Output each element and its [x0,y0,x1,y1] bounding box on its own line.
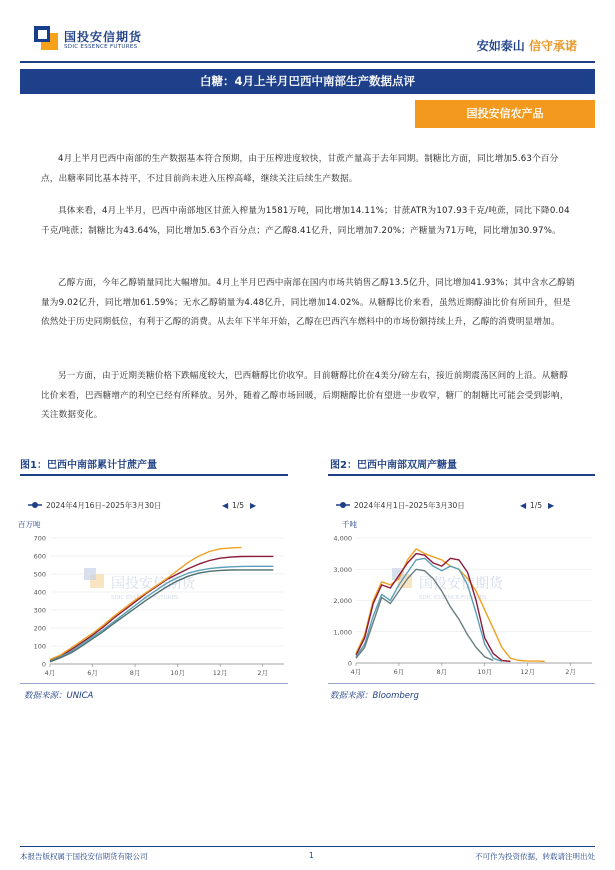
series-line-2 [50,547,242,659]
x-tick-label: 12月 [520,668,536,676]
pager-next-icon[interactable]: ▶ [250,501,257,510]
x-axis [351,663,592,676]
y-tick-label: 300 [33,606,46,615]
brand-name: 国投安信期货 [64,30,143,44]
y-tick-label: 3,000 [333,565,352,574]
series-lines [50,547,273,661]
y-tick-label: 2,000 [333,597,352,605]
y-tick-label: 0 [41,660,46,669]
x-tick-label: 4月 [350,668,362,676]
y-tick-label: 200 [33,624,46,633]
x-tick-label: 2月 [257,669,269,677]
series-line-2 [356,554,511,662]
paragraph-ethanol: 乙醇方面，今年乙醇销量同比大幅增加。4月上半月巴西中南部在国内市场共销售乙醇13.5亿升，同比增加41.93%；其中含水乙醇销量为9.02亿升，同比增加61.59%；无水乙醇销量为4.48亿升，同比增加14.02%。从糖醇比价来看，虽然近期醇油比价有所回升，但是依然处于历史同期低位，有利于乙醇的消费。从去年下半年开始，乙醇在巴西汽车燃料中的市场份额持续上升，乙醇的消费明显增加。 [41,278,575,328]
report-title: 白糖：4月上半月巴西中南部生产数据点评 [20,69,595,94]
x-tick-label: 6月 [393,668,405,676]
paragraph-summary: 4月上半月巴西中南部的生产数据基本符合预期，由于压榨进度较快，甘蔗产量高于去年同期。制糖比方面，同比增加5.63个百分点，出糖率同比基本持平，不过目前尚未进入压榨高峰，继续关注后续生产数据。 [41,154,559,184]
x-tick-label: 2月 [565,668,576,676]
chart-cumulative-cane [14,478,294,680]
header-divider [20,61,595,63]
y-tick-label: 0 [347,659,352,668]
footer-divider [20,846,595,847]
company-logo [34,26,58,50]
legend-label: 2024年4月16日–2025年3月30日 [46,501,162,510]
watermark-text-en: SDIC ESSENCE FUTURES [419,595,487,601]
y-tick-label: 600 [33,552,46,561]
slogan-part-2: 信守承诺 [528,39,577,53]
legend [336,500,555,510]
brand-name-en: SDIC ESSENCE FUTURES [64,44,138,50]
x-tick-label: 10月 [477,668,493,676]
footer-copyright: 本报告版权属于国投安信期货有限公司 [20,852,148,861]
figure-1-title: 图1：巴西中南部累计甘蔗产量 [20,460,157,471]
source-divider [328,683,595,684]
y-tick-label: 700 [33,534,46,543]
legend [28,500,257,510]
x-tick-label: 4月 [44,669,56,677]
watermark-text: 国投安信期货 [111,576,195,592]
slogan [477,37,577,54]
x-tick-label: 8月 [436,668,448,676]
figure-2-title: 图2：巴西中南部双周产糖量 [330,460,457,471]
y-tick-label: 500 [33,570,46,579]
y-tick-label: 1,000 [333,628,352,637]
x-tick-label: 12月 [212,669,228,677]
y-tick-label: 100 [33,642,46,651]
legend-marker [32,502,38,508]
y-unit-label: 千吨 [342,520,357,529]
chart-biweekly-sugar [322,478,602,680]
series-lines [356,549,545,662]
page-number: 1 [309,851,314,860]
pager-label: 1/5 [530,501,543,510]
paragraph-parity: 另一方面，由于近期美糖价格下跌幅度较大，巴西糖醇比价收窄。目前糖醇比价在4美分/磅左右，接近前期震荡区间的上沿。从糖醇比价来看，巴西糖增产的利空已经有所释放。另外，随着乙醇市场回暖，后期糖醇比价有望进一步收窄，糖厂的制糖比可能会受到影响，关注数据变化。 [41,371,569,421]
legend-label: 2024年4月1日–2025年3月30日 [354,501,465,510]
figure-1-rule [20,474,288,476]
y-axis [333,535,352,668]
x-tick-label: 6月 [87,669,98,677]
figure-1-source: 数据来源：UNICA [24,691,94,701]
figure-2-rule [328,474,595,476]
slogan-part-1: 安如泰山 [476,39,525,53]
x-axis [45,664,284,677]
watermark-text: 国投安信期货 [419,576,503,592]
pager-prev-icon[interactable]: ◀ [520,501,527,510]
pager-prev-icon[interactable]: ◀ [222,501,229,510]
y-axis [34,535,46,669]
paragraph-details: 具体来看，4月上半月，巴西中南部地区甘蔗入榨量为1581万吨，同比增加14.11%；甘蔗ATR为107.93千克/吨蔗，同比下降0.04千克/吨蔗；制糖比为43.64%，同比增加5.63个百分点；产乙醇8.41亿升，同比增加7.20%；产糖量为71万吨，同比增加30.97%。 [41,206,570,236]
legend-marker [340,502,346,508]
source-divider [20,683,288,684]
x-tick-label: 8月 [129,669,141,677]
pager-next-icon[interactable]: ▶ [548,501,555,510]
y-tick-label: 4,000 [333,534,352,543]
y-tick-label: 400 [33,588,46,597]
y-unit-label: 百万吨 [18,520,41,529]
product-tag: 国投安信农产品 [415,100,595,128]
figure-2-source: 数据来源：Bloomberg [330,691,419,701]
pager-label: 1/5 [232,501,245,510]
footer-disclaimer: 不可作为投资依据，转载请注明出处 [475,852,595,861]
watermark [392,568,504,601]
x-tick-label: 10月 [170,669,186,677]
watermark-text-en: SDIC ESSENCE FUTURES [111,595,179,601]
